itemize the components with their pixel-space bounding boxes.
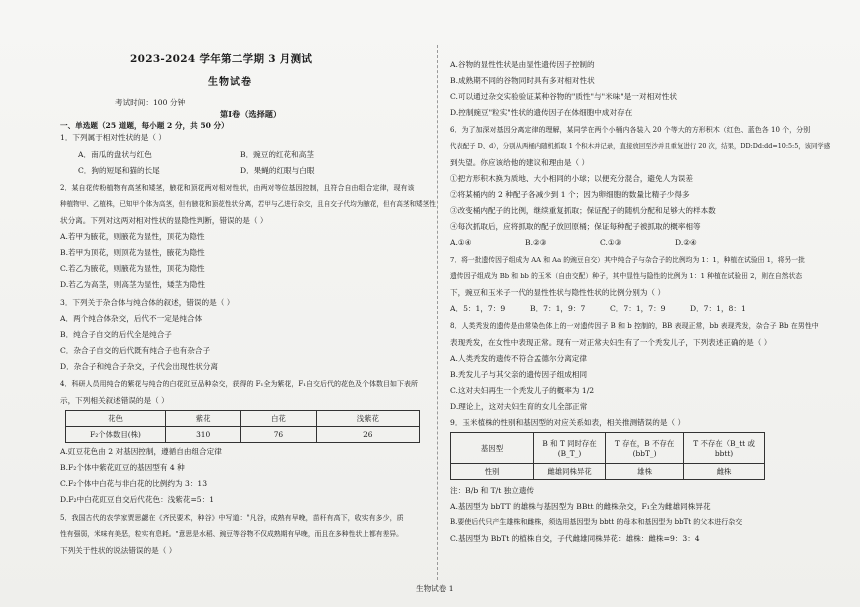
question-1: 1．下列属于相对性状的是（ ） — [60, 133, 166, 142]
q5-option-a: A.谷物的显性性状是由显性遗传因子控制的 — [450, 60, 595, 69]
q6-option-a: A.①④ — [450, 238, 472, 247]
q3-option-b: B．纯合子自交的后代全是纯合子 — [60, 330, 172, 339]
q7-option-a: A．5：1，7：9 — [450, 304, 506, 313]
q2-option-d: D.若乙为高茎，则高茎为显性，矮茎为隐性 — [60, 280, 205, 289]
q8-option-a: A.人类秃发的遗传不符合孟德尔分离定律 — [450, 354, 587, 363]
q8-option-b: B.秃发儿子与其父亲的遗传因子组成相同 — [450, 370, 588, 379]
q5-option-b: B.成熟期不同的谷物同时具有多对相对性状 — [450, 76, 595, 85]
table-cell: 76 — [241, 427, 316, 443]
column-divider — [437, 45, 438, 580]
question-2-line-3: 状分离。下列对这两对相对性状的显隐性判断，错误的是（ ） — [60, 216, 268, 225]
table-header-cell: 基因型 — [451, 433, 534, 464]
q9-option-a: A.基因型为 bbTT 的雄株与基因型为 BBtt 的雌株杂交，F₁全为雌雄同株异花 — [450, 502, 711, 511]
q7-option-d: D．7：1，8：1 — [690, 304, 746, 313]
table-header-line: B 和 T 同时存在 — [542, 439, 597, 448]
question-9: 9．玉米植株的性别和基因型的对应关系如表，相关推测错误的是（ ） — [450, 418, 686, 427]
table-cell: 310 — [166, 427, 241, 443]
table-cell: 性别 — [451, 464, 534, 480]
volume-heading: 第Ⅰ卷（选择题） — [220, 109, 282, 119]
table-row — [66, 411, 420, 427]
table-header-line: bbtt) — [714, 449, 734, 458]
subject-title: 生物试卷 — [208, 77, 252, 88]
question-6-line-1: 6．为了加深对基因分离定律的理解，某同学在两个小桶内各装入 20 个等大的方形积木（红色、蓝色各 10 个，分别 — [450, 126, 811, 134]
table-cell: F₂个体数目(株) — [66, 427, 166, 443]
q3-option-c: C．杂合子自交的后代既有纯合子也有杂合子 — [60, 346, 211, 355]
q3-option-d: D．杂合子和纯合子杂交，子代会出现性状分离 — [60, 362, 218, 371]
table-header-line: (bbT_) — [632, 449, 657, 458]
table-cell: 雌株 — [684, 464, 765, 480]
question-8-line-2: 表现秃发，在女性中表现正常。现有一对正常夫妇生有了一个秃发儿子，下列表述正确的是（ ） — [450, 338, 772, 347]
section-heading: 一、单选题（25 道题，每小题 2 分，共 50 分） — [60, 121, 229, 130]
table-header-line: T 不存在（B_tt 或 — [693, 439, 755, 448]
right-column — [450, 0, 845, 607]
q1-option-c: C．狗的短尾和猫的长尾 — [78, 166, 160, 175]
q8-option-d: D.理论上，这对夫妇生育的女儿全部正常 — [450, 402, 588, 411]
table-header-cell — [606, 433, 684, 464]
page-footer: 生物试卷 1 — [416, 584, 454, 593]
question-4-line-2: 示，下列相关叙述错误的是（ ） — [60, 396, 169, 405]
question-5-line-1: 5．我国古代的农学家贾思勰在《齐民要术，种谷》中写道："凡谷，成熟有早晚，苗秆有高下，收实有多少，质 — [60, 514, 404, 522]
q5-option-d: D.控制豌豆"粒实"性状的遗传因子在体细胞中成对存在 — [450, 108, 633, 117]
q4-option-a: A.豇豆花色由 2 对基因控制，遵循自由组合定律 — [60, 447, 222, 456]
question-7-line-1: 7．将一批遗传因子组成为 AA 和 Aa 的豌豆自交）其中纯合子与杂合子的比例均为 1：1，种植在试验田 1，将另一批 — [450, 256, 805, 264]
q7-option-c: C．7：1，7：9 — [610, 304, 666, 313]
exam-title: 2023-2024 学年第二学期 3 月测试 — [130, 53, 313, 65]
q9-option-c: C.基因型为 BbTt 的植株自交，子代雌雄同株异花：雄株：雌株=9：3：4 — [450, 534, 700, 543]
q6-option-b: B.②③ — [525, 238, 547, 247]
table-header-cell — [534, 433, 606, 464]
corn-sex-table — [450, 432, 765, 480]
question-5-line-3: 下列关于性状的说法错误的是（ ） — [60, 546, 177, 555]
table-row — [451, 464, 765, 480]
table-header-cell: 紫花 — [166, 411, 241, 427]
q9-option-b: B.要使后代只产生雄株和雌株，须选用基因型为 bbtt 的母本和基因型为 bbTt 的父本进行杂交 — [450, 518, 743, 526]
q6-statement-3: ③改变桶内配子的比例，继续重复抓取；保证配子的随机分配和足够大的样本数 — [450, 206, 716, 215]
q5-option-c: C.可以通过杂交实验验证某种谷物的"质性"与"米味"是一对相对性状 — [450, 92, 677, 101]
table-row — [451, 433, 765, 464]
question-7-line-2: 遗传因子组成为 Bb 和 bb 的玉米（自由交配）种子，其中显性与隐性的比例为 1：1 种植在试验田 2，则在自然状态 — [450, 272, 803, 280]
q6-option-c: C.①③ — [600, 238, 622, 247]
q1-option-d: D．果蝇的红眼与白眼 — [240, 166, 315, 175]
question-2-line-2: 种植物甲、乙植株，已知甲个体为高茎，但有腋花和顶花性状分离，若甲与乙进行杂交，且自交子代均为腋花，但有高茎和矮茎性 — [60, 200, 436, 208]
flower-color-table — [65, 410, 420, 443]
table-row — [66, 427, 420, 443]
question-7-line-3: 下，豌豆和玉米子一代的显性性状与隐性性状的比例分别为（ ） — [450, 288, 666, 297]
q1-option-b: B．豌豆的红花和高茎 — [240, 150, 314, 159]
table-header-cell: 花色 — [66, 411, 166, 427]
table-header-cell: 白花 — [241, 411, 316, 427]
q4-option-b: B.F₂个体中紫花豇豆的基因型有 4 种 — [60, 463, 185, 472]
question-6-line-3: 到失望。你应该给他的建议和理由是（ ） — [450, 158, 590, 167]
q2-option-b: B.若甲为顶花，则顶花为显性，腋花为隐性 — [60, 248, 205, 257]
q6-option-d: D.②④ — [675, 238, 697, 247]
table-cell: 雌雄同株异花 — [534, 464, 606, 480]
question-8-line-1: 8．人类秃发的遗传是由常染色体上的一对遗传因子 B 和 b 控制的，BB 表现正常，bb 表现秃发，杂合子 Bb 在男性中 — [450, 322, 819, 330]
q7-option-b: B．7：1，9：7 — [530, 304, 586, 313]
question-2-line-1: 2．某自花传粉植物有高茎和矮茎，腋花和顶花两对相对性状，由两对等位基因控制，且符合自由组合定律，现有该 — [60, 184, 415, 192]
question-6-line-2: 代表配子 D、d），分别从两桶内随机抓取 1 个积木并记录，直接放回至沙并且重复进行 20 次，结果，DD:Dd:dd=10:5:5，该同学感 — [450, 142, 831, 150]
table-header-line: (B_T_) — [557, 449, 582, 458]
q2-option-c: C.若乙为腋花，则腋花为显性，顶花为隐性 — [60, 264, 205, 273]
q6-statement-4: ④每次抓取后，应将抓取的配子放回原桶；保证每种配子被抓取的概率相等 — [450, 222, 701, 231]
table-cell: 26 — [316, 427, 419, 443]
q6-statement-1: ①把方形积木换为质地、大小相同的小球；以便充分混合，避免人为误差 — [450, 174, 693, 183]
question-5-line-2: 性有强弱，米味有美恶，粒实有息耗。"意思是水稻、豌豆等谷物不仅成熟期有早晚，而且在多种性状上都有差异。 — [60, 530, 403, 538]
table-header-line: T 存在，B 不存在 — [614, 439, 675, 448]
q3-option-a: A．两个纯合体杂交，后代不一定是纯合体 — [60, 314, 203, 323]
table-header-cell: 浅紫花 — [316, 411, 419, 427]
table-cell: 雄株 — [606, 464, 684, 480]
question-4-line-1: 4．科研人员用纯合的紫花与纯合的白花豇豆品种杂交，获得的 F₁全为紫花，F₁自交后代的花色及个体数目如下表所 — [60, 380, 419, 388]
q6-statement-2: ②将某桶内的 2 种配子各减少到 1 个；因为卵细胞的数量比精子少得多 — [450, 190, 690, 199]
q4-option-d: D.F₂中白花豇豆自交后代花色：浅紫花=5：1 — [60, 495, 215, 504]
q4-option-c: C.F₂个体中白花与非白花的比例约为 3：13 — [60, 479, 208, 488]
q2-option-a: A.若甲为腋花，则腋花为显性，顶花为隐性 — [60, 232, 205, 241]
question-3: 3．下列关于杂合体与纯合体的叙述，错误的是（ ） — [60, 298, 235, 307]
q1-option-a: A．南瓜的盘状与红色 — [78, 150, 152, 159]
q9-note: 注：B/b 和 T/t 独立遗传 — [450, 486, 535, 495]
exam-time: 考试时间：100 分钟 — [115, 98, 186, 107]
table-header-cell — [684, 433, 765, 464]
q8-option-c: C.这对夫妇再生一个秃发儿子的概率为 1/2 — [450, 386, 595, 395]
